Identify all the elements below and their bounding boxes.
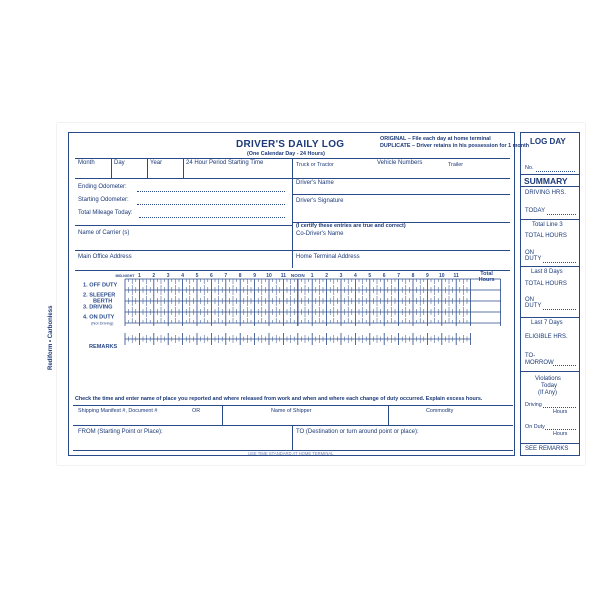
hour-label: 5 bbox=[195, 273, 199, 279]
month-field[interactable]: Month bbox=[78, 160, 95, 166]
duty-grid-svg[interactable] bbox=[69, 271, 516, 401]
form-title: DRIVER'S DAILY LOG bbox=[236, 139, 345, 150]
tomorrow-line[interactable] bbox=[553, 365, 576, 366]
shipper-field[interactable]: Name of Shipper bbox=[271, 408, 312, 414]
duty-row-label: 4. ON DUTY bbox=[83, 314, 115, 321]
hour-label: 10 bbox=[439, 273, 445, 279]
co-driver-field[interactable]: Co-Driver's Name bbox=[296, 231, 344, 237]
hour-label: 2 bbox=[325, 273, 328, 279]
hour-label: 9 bbox=[253, 273, 256, 279]
drivers-name-field[interactable]: Driver's Name bbox=[296, 180, 334, 186]
today-line[interactable] bbox=[547, 214, 576, 215]
truck-field[interactable]: Truck or Tractor bbox=[296, 162, 334, 168]
hours-label-2: Hours bbox=[553, 431, 568, 437]
violations-onduty-line[interactable] bbox=[545, 429, 576, 430]
on-duty-line-2[interactable] bbox=[543, 309, 576, 310]
duty-row-sublabel: (Not Driving) bbox=[91, 320, 114, 326]
to-field[interactable]: TO (Destination or turn around point or place): bbox=[296, 429, 419, 435]
ending-odometer-label: Ending Odometer: bbox=[78, 184, 127, 190]
eligible-label: ELIGIBLE HRS. bbox=[525, 334, 568, 340]
on-label-1: ON bbox=[525, 250, 534, 256]
violations-today-label: Today bbox=[541, 383, 558, 389]
hour-label: 8 bbox=[238, 273, 242, 279]
summary-heading: SUMMARY bbox=[524, 176, 568, 186]
total-mileage-label: Total Mileage Today: bbox=[78, 210, 133, 216]
to-label: TO- bbox=[525, 353, 536, 359]
footer-note: USE TIME STANDARD AT HOME TERMINAL bbox=[248, 451, 334, 456]
certify-note: (I certify these entries are true and correct) bbox=[296, 223, 406, 229]
total-mileage-line[interactable] bbox=[139, 217, 285, 218]
duty-row-sublabel: BERTH bbox=[93, 298, 113, 305]
year-field[interactable]: Year bbox=[150, 160, 163, 166]
brand-imprint bbox=[48, 260, 68, 370]
hour-label: 1 bbox=[310, 273, 314, 279]
day-field[interactable]: Day bbox=[114, 160, 125, 166]
on-duty-line-1[interactable] bbox=[543, 262, 576, 263]
total-line3-label: Total Line 3 bbox=[532, 222, 563, 228]
today-label: TODAY bbox=[525, 208, 546, 214]
form-subtitle: (One Calendar Day - 24 Hours) bbox=[247, 151, 325, 157]
commodity-field[interactable]: Commodity bbox=[426, 408, 454, 414]
total-hours-label-1: TOTAL HOURS bbox=[525, 233, 567, 239]
hour-label: MID-NIGHT bbox=[115, 274, 135, 278]
hour-label: 11 bbox=[453, 273, 459, 279]
hour-label: 5 bbox=[368, 273, 372, 279]
copy-original: ORIGINAL – File each day at home terminal bbox=[380, 136, 491, 142]
driving-hrs-label: DRIVING HRS. bbox=[525, 190, 567, 196]
violations-driving-line[interactable] bbox=[543, 407, 576, 408]
duty-row-label: 1. OFF DUTY bbox=[83, 282, 118, 289]
vehicle-numbers-label: Vehicle Numbers bbox=[377, 160, 423, 166]
daily-log-form bbox=[68, 132, 530, 456]
hour-label: 6 bbox=[210, 273, 213, 279]
manifest-field[interactable]: Shipping Manifest #, Document # bbox=[78, 408, 158, 414]
hours-label-1: Hours bbox=[553, 409, 568, 415]
drivers-signature-field[interactable]: Driver's Signature bbox=[296, 198, 344, 204]
hour-label: 3 bbox=[339, 273, 343, 279]
last7-label: Last 7 Days bbox=[531, 320, 563, 326]
on-duty-label: On Duty bbox=[525, 424, 545, 430]
brand-text: Rediform • Carbonless bbox=[48, 305, 54, 370]
duty-row-label: 3. DRIVING bbox=[83, 304, 113, 311]
hour-label: 2 bbox=[152, 273, 156, 279]
or-label: OR bbox=[192, 408, 201, 414]
copy-duplicate: DUPLICATE – Driver retains in his possession for 1 month bbox=[380, 143, 530, 149]
from-field[interactable]: FROM (Starting Point or Place): bbox=[78, 429, 163, 435]
main-office-field[interactable]: Main Office Address bbox=[78, 254, 132, 260]
noon-label: NOON bbox=[290, 273, 305, 278]
period-field[interactable]: 24 Hour Period Starting Time bbox=[186, 160, 264, 166]
hour-label: 11 bbox=[280, 273, 287, 279]
trailer-field[interactable]: Trailer bbox=[448, 162, 464, 168]
log-day-label: LOG DAY bbox=[530, 137, 566, 146]
hour-label: 1 bbox=[138, 273, 141, 279]
hour-label: 10 bbox=[266, 273, 272, 279]
duty-label-2: DUTY bbox=[525, 303, 542, 309]
log-number-label: No. bbox=[525, 165, 534, 171]
driving-label: Driving bbox=[525, 402, 542, 408]
instructions-text: Check the time and enter name of place you reported and where released from work and when and where each change of duty occurred. Explain excess hours. bbox=[75, 396, 483, 402]
hour-label: 3 bbox=[166, 273, 170, 279]
hour-label: 6 bbox=[382, 273, 386, 279]
total-hours-label: Hours bbox=[478, 277, 495, 283]
total-hours-label: Total bbox=[480, 271, 493, 277]
hour-label: 7 bbox=[224, 273, 228, 279]
log-number-line[interactable] bbox=[536, 171, 575, 172]
morrow-label: MORROW bbox=[525, 360, 554, 366]
violations-label: Violations bbox=[535, 376, 561, 382]
summary-panel bbox=[520, 132, 580, 456]
ending-odometer-line[interactable] bbox=[137, 191, 285, 192]
hour-label: 7 bbox=[397, 273, 400, 279]
if-any-label: (If Any) bbox=[538, 390, 558, 396]
on-label-2: ON bbox=[525, 297, 534, 303]
last8-label: Last 8 Days bbox=[531, 269, 563, 275]
duty-row-label: 2. SLEEPER bbox=[83, 292, 116, 299]
total-hours-label-2: TOTAL HOURS bbox=[525, 281, 567, 287]
hour-label: 4 bbox=[181, 273, 184, 279]
carrier-field[interactable]: Name of Carrier (s) bbox=[78, 230, 130, 236]
see-remarks-label: SEE REMARKS bbox=[525, 446, 569, 452]
home-terminal-field[interactable]: Home Terminal Address bbox=[296, 254, 360, 260]
hour-label: 4 bbox=[354, 273, 357, 279]
hour-label: 8 bbox=[411, 273, 415, 279]
hour-label: 9 bbox=[426, 273, 429, 279]
remarks-label: REMARKS bbox=[89, 344, 118, 350]
starting-odometer-label: Starting Odometer: bbox=[78, 197, 129, 203]
duty-label-1: DUTY bbox=[525, 256, 542, 262]
starting-odometer-line[interactable] bbox=[137, 204, 285, 205]
